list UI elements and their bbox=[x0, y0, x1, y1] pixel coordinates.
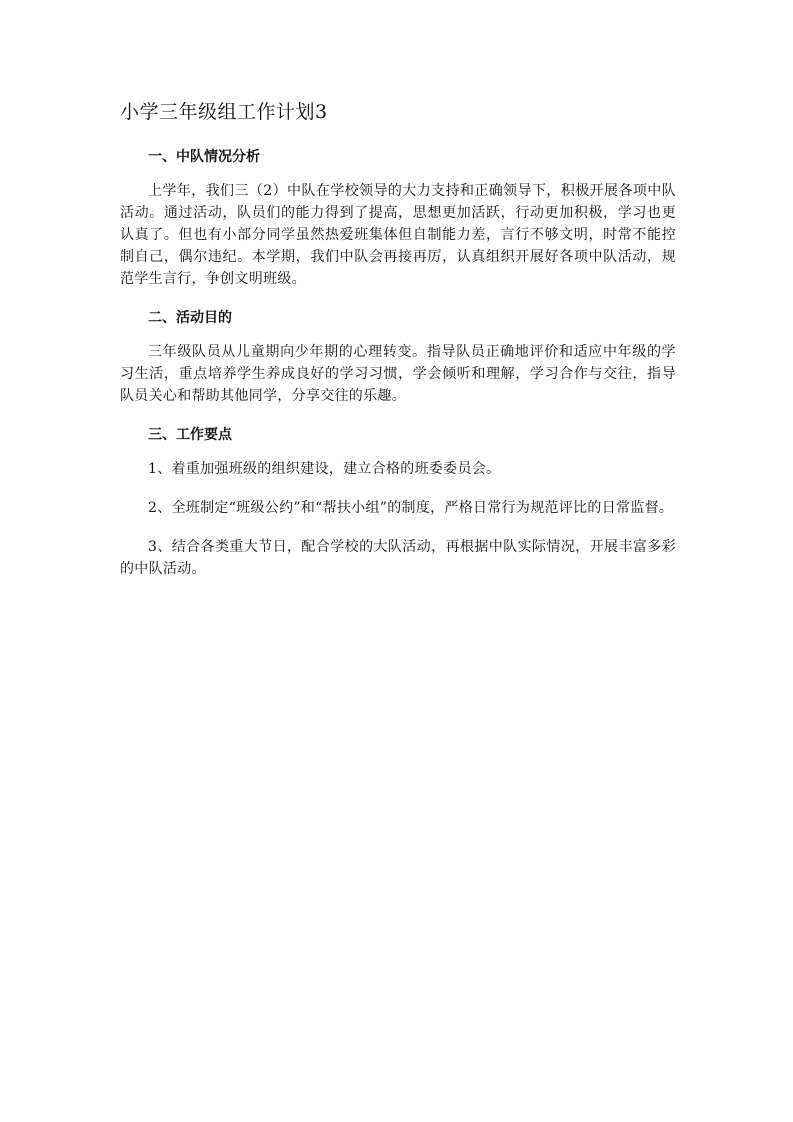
document-title: 小学三年级组工作计划3 bbox=[120, 101, 328, 123]
key-point-item: 3、结合各类重大节日，配合学校的大队活动，再根据中队实际情况，开展丰富多彩的中队活动。 bbox=[120, 539, 676, 577]
section-heading-key-points: 三、工作要点 bbox=[148, 427, 232, 443]
paragraph-situation: 上学年，我们三（2）中队在学校领导的大力支持和正确领导下，积极开展各项中队活动。通过活动，队员们的能力得到了提高，思想更加活跃，行动更加积极，学习也更认真了。但也有小部分同学虽然热爱班集体但自制能力差，言行不够文明，时常不能控制自己，偶尔违纪。本学期，我们中队会再接再厉，认真组织开展好各项中队活动，规范学生言行，争创文明班级。 bbox=[120, 183, 676, 287]
section-heading-purpose: 二、活动目的 bbox=[148, 310, 232, 326]
key-point-item: 2、全班制定“班级公约”和“帮扶小组”的制度，严格日常行为规范评比的日常监督。 bbox=[148, 500, 674, 516]
section-heading-situation: 一、中队情况分析 bbox=[148, 149, 260, 165]
document-body bbox=[120, 98, 676, 598]
key-point-item: 1、着重加强班级的组织建设，建立合格的班委委员会。 bbox=[148, 461, 501, 477]
paragraph-purpose: 三年级队员从儿童期向少年期的心理转变。指导队员正确地评价和适应中年级的学习生活，重点培养学生养成良好的学习习惯，学会倾听和理解，学习合作与交往，指导队员关心和帮助其他同学，分享交往的乐趣。 bbox=[120, 344, 676, 404]
